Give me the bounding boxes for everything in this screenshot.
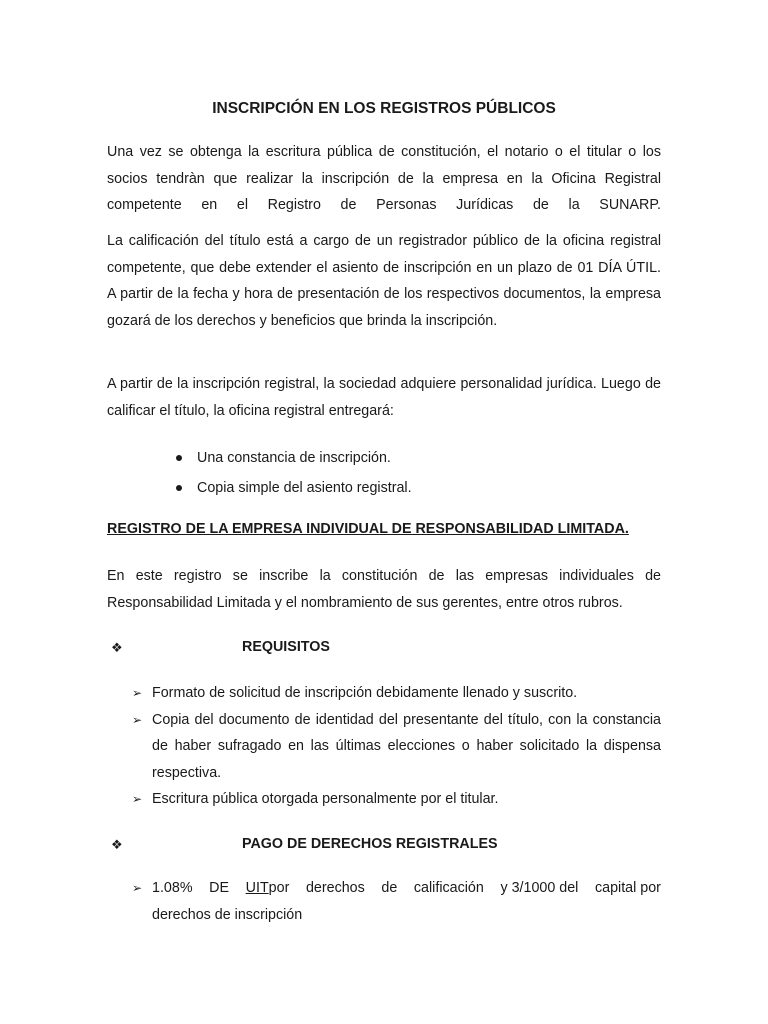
diamond-icon: ❖	[111, 837, 123, 852]
diamond-icon: ❖	[111, 640, 123, 655]
section-heading-requisitos	[107, 636, 661, 662]
paragraph-registro-eirl: En este registro se inscribe la constitución de las empresas individuales de Responsabilidad Limitada y el nombramiento de sus gerentes, entre otros rubros.	[107, 568, 661, 611]
pago-list	[107, 875, 661, 928]
bullet-icon	[176, 455, 182, 461]
fee-word: derechos	[305, 880, 365, 896]
paragraph-personalidad: A partir de la inscripción registral, la sociedad adquiere personalidad jurídica. Luego de calificar el título, la oficina registral entregará:	[107, 376, 661, 419]
fee-word: calificación	[413, 880, 484, 896]
list-item-text: Formato de solicitud de inscripción debidamente llenado y suscrito.	[152, 685, 578, 701]
bullet-list-entregables	[107, 443, 661, 503]
fee-line-2: derechos de inscripción	[152, 906, 303, 923]
bullet-icon	[176, 485, 182, 491]
list-item	[107, 707, 661, 787]
fee-word: de	[381, 880, 398, 896]
arrow-icon: ➢	[132, 686, 143, 700]
fee-word: y 3/1000 del	[500, 880, 579, 896]
fee-word: DE	[209, 880, 230, 896]
paragraph-calificacion: La calificación del título está a cargo de un registrador público de la oficina registral competente, que debe extender el asiento de inscripción en un plazo de 01 DÍA ÚTIL. A partir de la fecha y hora de presentación de los respectivos documentos, la empresa gozará de los derechos y beneficios que brinda la inscripción.	[107, 233, 661, 329]
document-title: INSCRIPCIÓN EN LOS REGISTROS PÚBLICOS	[212, 100, 556, 117]
list-item	[107, 680, 661, 707]
fee-uit-group	[246, 875, 290, 902]
section-label: REQUISITOS	[242, 639, 330, 655]
list-item-text: Copia simple del asiento registral.	[197, 480, 412, 496]
arrow-icon: ➢	[132, 792, 143, 807]
paragraph-constitucion: Una vez se obtenga la escritura pública de constitución, el notario o el titular o los socios tendràn que realizar la inscripción de la empresa en la Oficina Registral competente en el Registro de Personas Jurídicas de la SUNARP.	[107, 144, 661, 214]
list-item	[107, 443, 661, 473]
list-item-text: Escritura pública otorgada personalmente por el titular.	[152, 791, 499, 808]
fee-line	[152, 875, 661, 902]
heading-registro-eirl: REGISTRO DE LA EMPRESA INDIVIDUAL DE RESPONSABILIDAD LIMITADA.	[107, 521, 629, 537]
fee-word: capital por	[594, 880, 661, 896]
list-item	[107, 875, 661, 928]
list-item-text: Copia del documento de identidad del presentante del título, con la constancia de haber sufragado en las últimas elecciones o haber solicitado la dispensa respectiva.	[152, 711, 661, 781]
section-label: PAGO DE DERECHOS REGISTRALES	[242, 836, 498, 852]
fee-word: por	[268, 880, 290, 896]
list-item	[107, 786, 661, 813]
arrow-icon: ➢	[132, 712, 143, 727]
list-item	[107, 473, 661, 503]
requisitos-list	[107, 680, 661, 813]
list-item-text: Una constancia de inscripción.	[197, 450, 391, 466]
section-heading-pago	[107, 833, 661, 859]
arrow-icon: ➢	[132, 881, 143, 895]
uit-link[interactable]: UIT	[245, 880, 269, 896]
fee-percent: 1.08%	[152, 880, 193, 896]
